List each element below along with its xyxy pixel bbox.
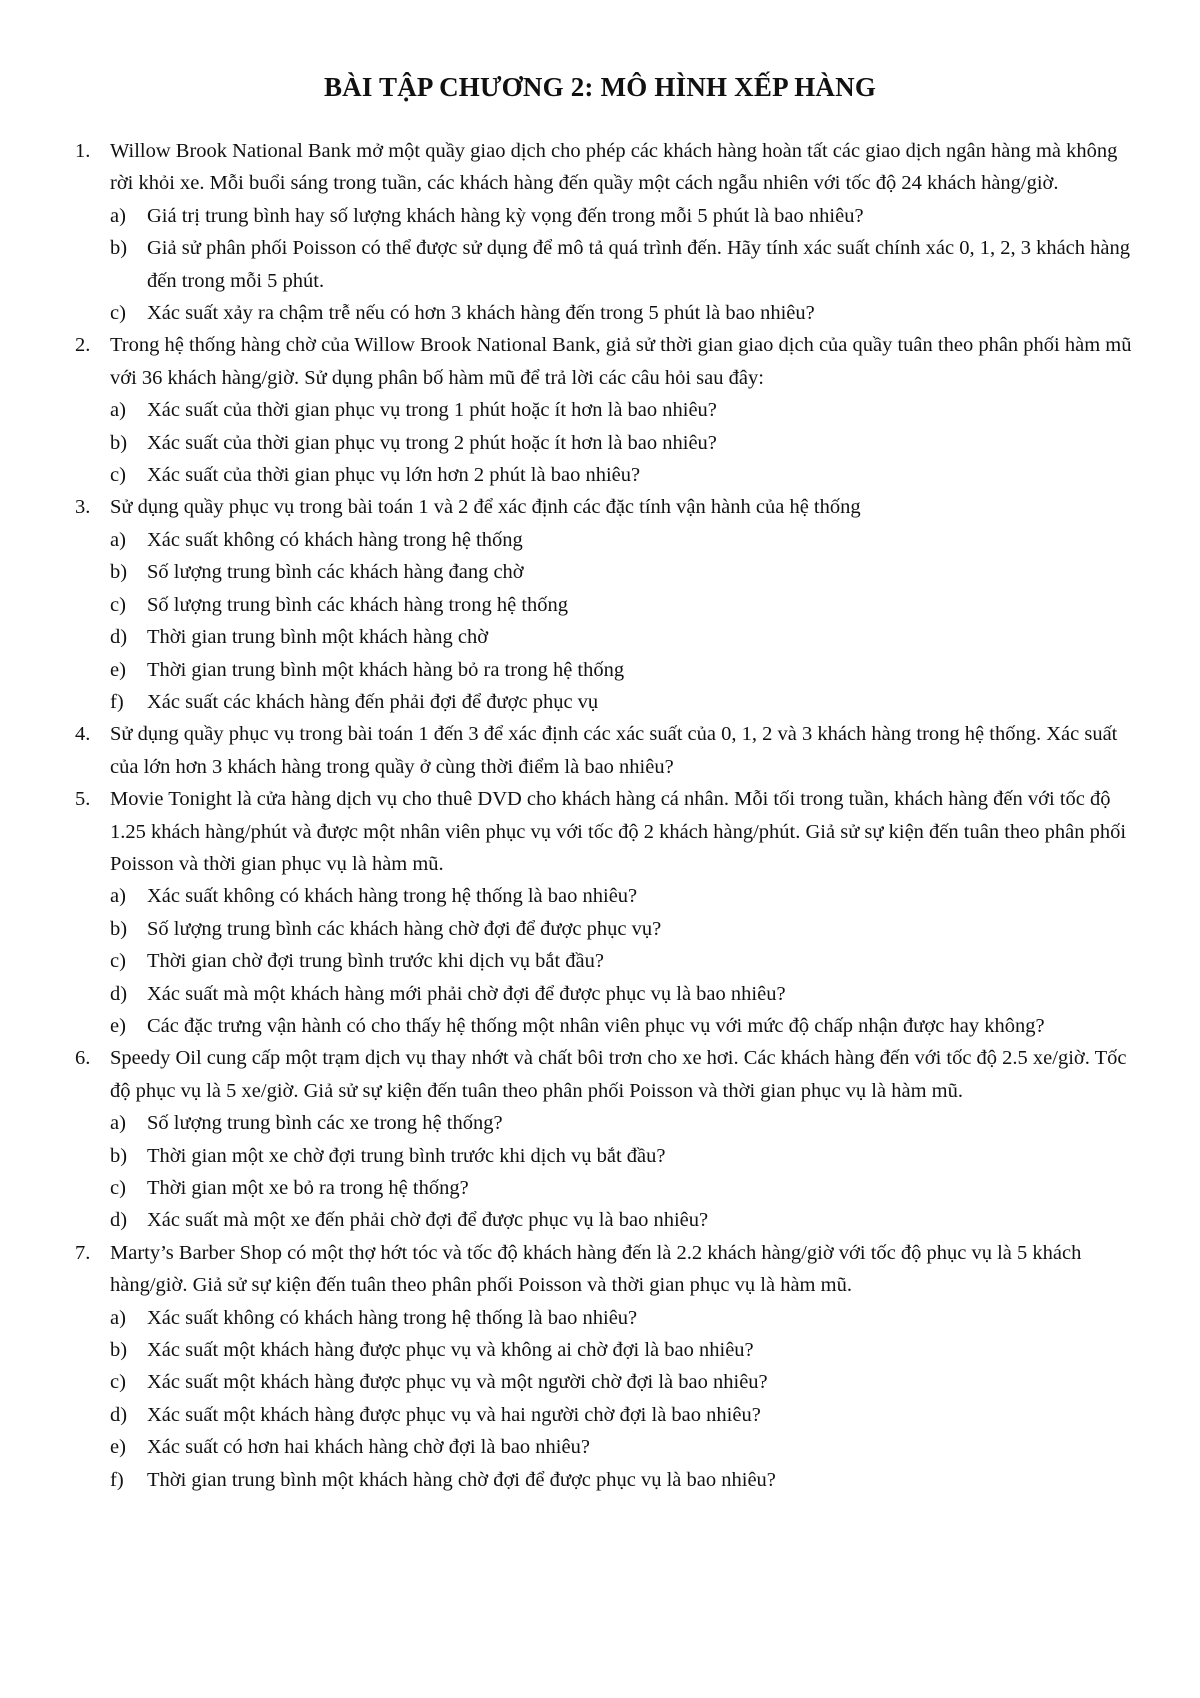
question-item xyxy=(75,718,1135,783)
sub-question-list xyxy=(110,1302,1135,1496)
sub-question-list xyxy=(110,880,1135,1042)
question-item xyxy=(75,1042,1135,1236)
sub-question-letter: f) xyxy=(110,690,124,713)
sub-question-item xyxy=(110,1302,1135,1334)
sub-question-list xyxy=(110,1107,1135,1237)
sub-question-text: Thời gian trung bình một khách hàng bỏ ra trong hệ thống xyxy=(147,658,625,681)
sub-question-letter: b) xyxy=(110,1144,128,1167)
question-text: Movie Tonight là cửa hàng dịch vụ cho thuê DVD cho khách hàng cá nhân. Mỗi tối trong tuần, khách hàng đến với tốc độ 1.25 khách hàng/phút và được một nhân viên phục vụ với tốc độ 2 khách hàng/phút. Giả sử sự kiện đến tuân theo phân phối Poisson và thời gian phục vụ là hàm mũ. xyxy=(110,788,1127,875)
sub-question-item xyxy=(110,1140,1135,1172)
question-number: 1. xyxy=(75,140,91,162)
sub-question-letter: c) xyxy=(110,1371,126,1394)
sub-question-item xyxy=(110,556,1135,588)
sub-question-letter: a) xyxy=(110,204,126,227)
sub-question-text: Xác suất không có khách hàng trong hệ thống là bao nhiêu? xyxy=(147,1306,638,1329)
sub-question-letter: e) xyxy=(110,658,126,681)
sub-question-text: Xác suất không có khách hàng trong hệ thống xyxy=(147,528,523,551)
sub-question-text: Xác suất một khách hàng được phục vụ và không ai chờ đợi là bao nhiêu? xyxy=(147,1339,754,1362)
sub-question-letter: a) xyxy=(110,399,126,422)
question-item xyxy=(75,329,1135,491)
sub-question-item xyxy=(110,1172,1135,1204)
sub-question-letter: b) xyxy=(110,917,128,940)
sub-question-list xyxy=(110,394,1135,491)
sub-question-text: Số lượng trung bình các khách hàng chờ đợi để được phục vụ? xyxy=(147,917,662,940)
question-item xyxy=(75,1237,1135,1496)
sub-question-item xyxy=(110,1334,1135,1366)
question-text: Marty’s Barber Shop có một thợ hớt tóc và tốc độ khách hàng đến là 2.2 khách hàng/giờ với tốc độ phục vụ là 5 khách hàng/giờ. Giả sử sự kiện đến tuân theo phân phối Poisson và thời gian phục vụ là hàm mũ. xyxy=(110,1241,1082,1297)
sub-question-text: Các đặc trưng vận hành có cho thấy hệ thống một nhân viên phục vụ với mức độ chấp nhận được hay không? xyxy=(147,1014,1045,1037)
sub-question-letter: e) xyxy=(110,1014,126,1037)
sub-question-letter: d) xyxy=(110,1209,128,1232)
sub-question-letter: d) xyxy=(110,1403,128,1426)
sub-question-text: Xác suất của thời gian phục vụ lớn hơn 2 phút là bao nhiêu? xyxy=(147,464,641,487)
sub-question-item xyxy=(110,200,1135,232)
sub-question-text: Thời gian chờ đợi trung bình trước khi dịch vụ bắt đầu? xyxy=(147,950,604,973)
sub-question-letter: c) xyxy=(110,302,126,325)
question-number: 2. xyxy=(75,334,91,357)
sub-question-letter: b) xyxy=(110,431,128,454)
sub-question-text: Xác suất một khách hàng được phục vụ và một người chờ đợi là bao nhiêu? xyxy=(147,1371,768,1394)
sub-question-text: Thời gian trung bình một khách hàng chờ đợi để được phục vụ là bao nhiêu? xyxy=(147,1468,776,1491)
sub-question-text: Thời gian một xe bỏ ra trong hệ thống? xyxy=(147,1177,469,1199)
sub-question-letter: c) xyxy=(110,950,126,973)
sub-question-list xyxy=(110,524,1135,718)
sub-question-letter: f) xyxy=(110,1468,124,1491)
sub-question-item xyxy=(110,459,1135,491)
sub-question-list xyxy=(110,200,1135,330)
sub-question-item xyxy=(110,297,1135,329)
sub-question-item xyxy=(110,1431,1135,1463)
sub-question-letter: b) xyxy=(110,561,128,584)
page-title: BÀI TẬP CHƯƠNG 2: MÔ HÌNH XẾP HÀNG xyxy=(323,72,877,102)
question-number: 5. xyxy=(75,788,91,811)
sub-question-letter: c) xyxy=(110,464,126,487)
question-item xyxy=(75,491,1135,718)
sub-question-text: Xác suất không có khách hàng trong hệ thống là bao nhiêu? xyxy=(147,885,638,908)
sub-question-letter: e) xyxy=(110,1436,126,1459)
sub-question-item xyxy=(110,913,1135,945)
question-number: 4. xyxy=(75,723,91,746)
question-text: Speedy Oil cung cấp một trạm dịch vụ thay nhớt và chất bôi trơn cho xe hơi. Các khách hàng đến với tốc độ 2.5 xe/giờ. Tốc độ phục vụ là 5 xe/giờ. Giả sử sự kiện đến tuân theo phân phối Poisson và thời gian phục vụ là hàm mũ. xyxy=(110,1047,1127,1102)
sub-question-item xyxy=(110,621,1135,653)
question-list xyxy=(75,135,1135,1496)
question-text: Sử dụng quầy phục vụ trong bài toán 1 và 2 để xác định các đặc tính vận hành của hệ thống xyxy=(110,496,861,519)
sub-question-text: Xác suất có hơn hai khách hàng chờ đợi là bao nhiêu? xyxy=(147,1436,590,1459)
sub-question-text: Xác suất các khách hàng đến phải đợi để được phục vụ xyxy=(147,690,599,713)
question-item xyxy=(75,135,1135,329)
sub-question-item xyxy=(110,654,1135,686)
question-text: Willow Brook National Bank mở một quầy giao dịch cho phép các khách hàng hoàn tất các giao dịch ngân hàng mà không rời khỏi xe. Mỗi buổi sáng trong tuần, các khách hàng đến quầy một cách ngẫu nhiên với tốc độ 24 khách hàng/giờ. xyxy=(110,140,1118,195)
question-text: Trong hệ thống hàng chờ của Willow Brook National Bank, giả sử thời gian giao dịch của quầy tuân theo phân phối hàm mũ với 36 khách hàng/giờ. Sử dụng phân bố hàm mũ để trả lời các câu hỏi sau đây: xyxy=(110,334,1132,389)
sub-question-item xyxy=(110,1366,1135,1398)
sub-question-text: Giả sử phân phối Poisson có thể được sử dụng để mô tả quá trình đến. Hãy tính xác suất chính xác 0, 1, 2, 3 khách hàng đến trong mỗi 5 phút. xyxy=(147,237,1130,292)
sub-question-text: Xác suất xảy ra chậm trễ nếu có hơn 3 khách hàng đến trong 5 phút là bao nhiêu? xyxy=(147,302,815,325)
question-number: 3. xyxy=(75,496,91,519)
sub-question-letter: a) xyxy=(110,528,126,551)
sub-question-text: Giá trị trung bình hay số lượng khách hàng kỳ vọng đến trong mỗi 5 phút là bao nhiêu? xyxy=(147,204,864,227)
sub-question-item xyxy=(110,427,1135,459)
sub-question-letter: d) xyxy=(110,982,128,1005)
sub-question-item xyxy=(110,1399,1135,1431)
sub-question-letter: a) xyxy=(110,1112,126,1135)
sub-question-item xyxy=(110,232,1135,297)
sub-question-item xyxy=(110,945,1135,977)
sub-question-letter: b) xyxy=(110,1339,128,1362)
sub-question-text: Số lượng trung bình các xe trong hệ thống? xyxy=(147,1112,503,1135)
sub-question-letter: d) xyxy=(110,626,128,649)
sub-question-text: Xác suất của thời gian phục vụ trong 2 phút hoặc ít hơn là bao nhiêu? xyxy=(147,431,717,454)
sub-question-letter: a) xyxy=(110,1306,126,1329)
sub-question-letter: c) xyxy=(110,593,126,616)
sub-question-item xyxy=(110,524,1135,556)
sub-question-text: Thời gian một xe chờ đợi trung bình trước khi dịch vụ bắt đầu? xyxy=(147,1144,666,1167)
question-text: Sử dụng quầy phục vụ trong bài toán 1 đến 3 để xác định các xác suất của 0, 1, 2 và 3 khách hàng trong hệ thống. Xác suất của lớn hơn 3 khách hàng trong quầy ở cùng thời điểm là bao nhiêu? xyxy=(110,723,1118,778)
sub-question-item xyxy=(110,1107,1135,1139)
sub-question-item xyxy=(110,589,1135,621)
sub-question-text: Xác suất mà một xe đến phải chờ đợi để được phục vụ là bao nhiêu? xyxy=(147,1209,709,1232)
sub-question-letter: c) xyxy=(110,1177,126,1199)
sub-question-text: Thời gian trung bình một khách hàng chờ xyxy=(147,626,489,649)
sub-question-text: Xác suất mà một khách hàng mới phải chờ đợi để được phục vụ là bao nhiêu? xyxy=(147,982,786,1005)
sub-question-letter: b) xyxy=(110,237,128,260)
question-number: 7. xyxy=(75,1241,91,1264)
sub-question-text: Số lượng trung bình các khách hàng trong hệ thống xyxy=(147,593,569,616)
sub-question-item xyxy=(110,686,1135,718)
sub-question-item xyxy=(110,1204,1135,1236)
sub-question-item xyxy=(110,394,1135,426)
question-number: 6. xyxy=(75,1047,91,1070)
sub-question-item xyxy=(110,880,1135,912)
sub-question-item xyxy=(110,1464,1135,1496)
sub-question-item xyxy=(110,1010,1135,1042)
question-item xyxy=(75,783,1135,1042)
sub-question-letter: a) xyxy=(110,885,126,908)
sub-question-text: Xác suất một khách hàng được phục vụ và hai người chờ đợi là bao nhiêu? xyxy=(147,1403,761,1426)
sub-question-text: Xác suất của thời gian phục vụ trong 1 phút hoặc ít hơn là bao nhiêu? xyxy=(147,399,717,422)
sub-question-text: Số lượng trung bình các khách hàng đang chờ xyxy=(147,561,524,584)
sub-question-item xyxy=(110,978,1135,1010)
